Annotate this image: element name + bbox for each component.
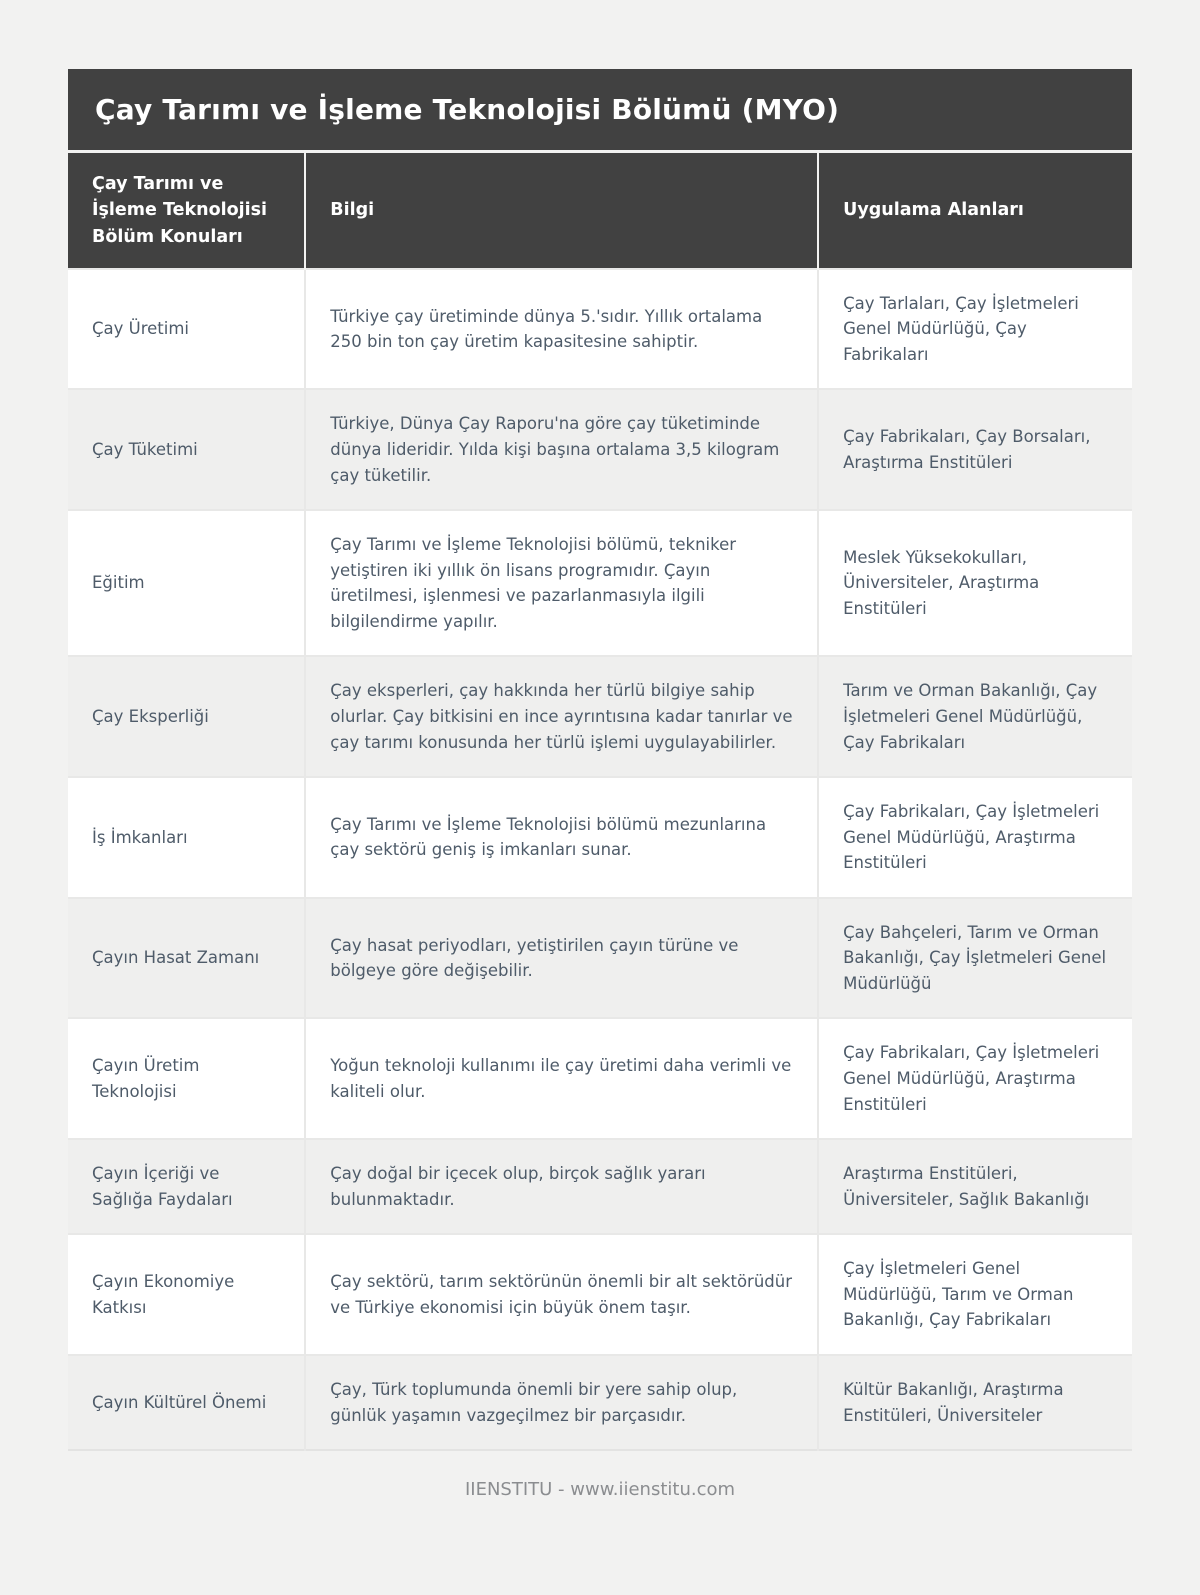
cell-areas: Çay Bahçeleri, Tarım ve Orman Bakanlığı, Çay İşletmeleri Genel Müdürlüğü — [818, 898, 1132, 1019]
cell-info: Çay hasat periyodları, yetiştirilen çayın türüne ve bölgeye göre değişebilir. — [305, 898, 818, 1019]
table-row — [68, 1234, 1132, 1355]
table-row — [68, 510, 1132, 656]
table-row — [68, 656, 1132, 777]
cell-info: Çay Tarımı ve İşleme Teknolojisi bölümü mezunlarına çay sektörü geniş iş imkanları sunar. — [305, 777, 818, 898]
table-header-row — [68, 153, 1132, 269]
cell-topic: Eğitim — [68, 510, 305, 656]
cell-areas: Çay Fabrikaları, Çay Borsaları, Araştırma Enstitüleri — [818, 389, 1132, 510]
cell-areas: Araştırma Enstitüleri, Üniversiteler, Sağlık Bakanlığı — [818, 1139, 1132, 1234]
page — [68, 0, 1132, 1540]
column-header-info: Bilgi — [305, 153, 818, 269]
cell-areas: Çay Fabrikaları, Çay İşletmeleri Genel Müdürlüğü, Araştırma Enstitüleri — [818, 777, 1132, 898]
cell-areas: Meslek Yüksekokulları, Üniversiteler, Araştırma Enstitüleri — [818, 510, 1132, 656]
cell-topic: Çay Üretimi — [68, 269, 305, 390]
column-header-areas: Uygulama Alanları — [818, 153, 1132, 269]
table-row — [68, 777, 1132, 898]
cell-areas: Tarım ve Orman Bakanlığı, Çay İşletmeleri Genel Müdürlüğü, Çay Fabrikaları — [818, 656, 1132, 777]
info-table — [68, 153, 1132, 1451]
cell-topic: Çayın Kültürel Önemi — [68, 1355, 305, 1450]
table-row — [68, 898, 1132, 1019]
cell-info: Türkiye, Dünya Çay Raporu'na göre çay tüketiminde dünya lideridir. Yılda kişi başına ortalama 3,5 kilogram çay tüketilir. — [305, 389, 818, 510]
column-header-topics: Çay Tarımı ve İşleme Teknolojisi Bölüm Konuları — [68, 153, 305, 269]
page-title: Çay Tarımı ve İşleme Teknolojisi Bölümü (MYO) — [68, 69, 1132, 150]
table-row — [68, 1018, 1132, 1139]
cell-areas: Çay Fabrikaları, Çay İşletmeleri Genel Müdürlüğü, Araştırma Enstitüleri — [818, 1018, 1132, 1139]
cell-info: Çay Tarımı ve İşleme Teknolojisi bölümü, tekniker yetiştiren iki yıllık ön lisans programıdır. Çayın üretilmesi, işlenmesi ve pazarlanmasıyla ilgili bilgilendirme yapılır. — [305, 510, 818, 656]
table-row — [68, 389, 1132, 510]
cell-info: Çay, Türk toplumunda önemli bir yere sahip olup, günlük yaşamın vazgeçilmez bir parçasıdır. — [305, 1355, 818, 1450]
cell-info: Çay sektörü, tarım sektörünün önemli bir alt sektörüdür ve Türkiye ekonomisi için büyük önem taşır. — [305, 1234, 818, 1355]
cell-topic: Çayın İçeriği ve Sağlığa Faydaları — [68, 1139, 305, 1234]
cell-areas: Kültür Bakanlığı, Araştırma Enstitüleri, Üniversiteler — [818, 1355, 1132, 1450]
cell-areas: Çay Tarlaları, Çay İşletmeleri Genel Müdürlüğü, Çay Fabrikaları — [818, 269, 1132, 390]
cell-topic: Çayın Üretim Teknolojisi — [68, 1018, 305, 1139]
cell-info: Yoğun teknoloji kullanımı ile çay üretimi daha verimli ve kaliteli olur. — [305, 1018, 818, 1139]
cell-info: Çay eksperleri, çay hakkında her türlü bilgiye sahip olurlar. Çay bitkisini en ince ayrıntısına kadar tanırlar ve çay tarımı konusunda her türlü işlemi uygulayabilirler. — [305, 656, 818, 777]
cell-info: Türkiye çay üretiminde dünya 5.'sıdır. Yıllık ortalama 250 bin ton çay üretim kapasitesine sahiptir. — [305, 269, 818, 390]
table-row — [68, 269, 1132, 390]
cell-topic: Çay Eksperliği — [68, 656, 305, 777]
cell-topic: Çayın Ekonomiye Katkısı — [68, 1234, 305, 1355]
footer-text: IIENSTITU - www.iienstitu.com — [464, 1479, 736, 1501]
table-row — [68, 1355, 1132, 1450]
cell-topic: İş İmkanları — [68, 777, 305, 898]
table-row — [68, 1139, 1132, 1234]
cell-areas: Çay İşletmeleri Genel Müdürlüğü, Tarım ve Orman Bakanlığı, Çay Fabrikaları — [818, 1234, 1132, 1355]
cell-topic: Çayın Hasat Zamanı — [68, 898, 305, 1019]
cell-info: Çay doğal bir içecek olup, birçok sağlık yararı bulunmaktadır. — [305, 1139, 818, 1234]
cell-topic: Çay Tüketimi — [68, 389, 305, 510]
